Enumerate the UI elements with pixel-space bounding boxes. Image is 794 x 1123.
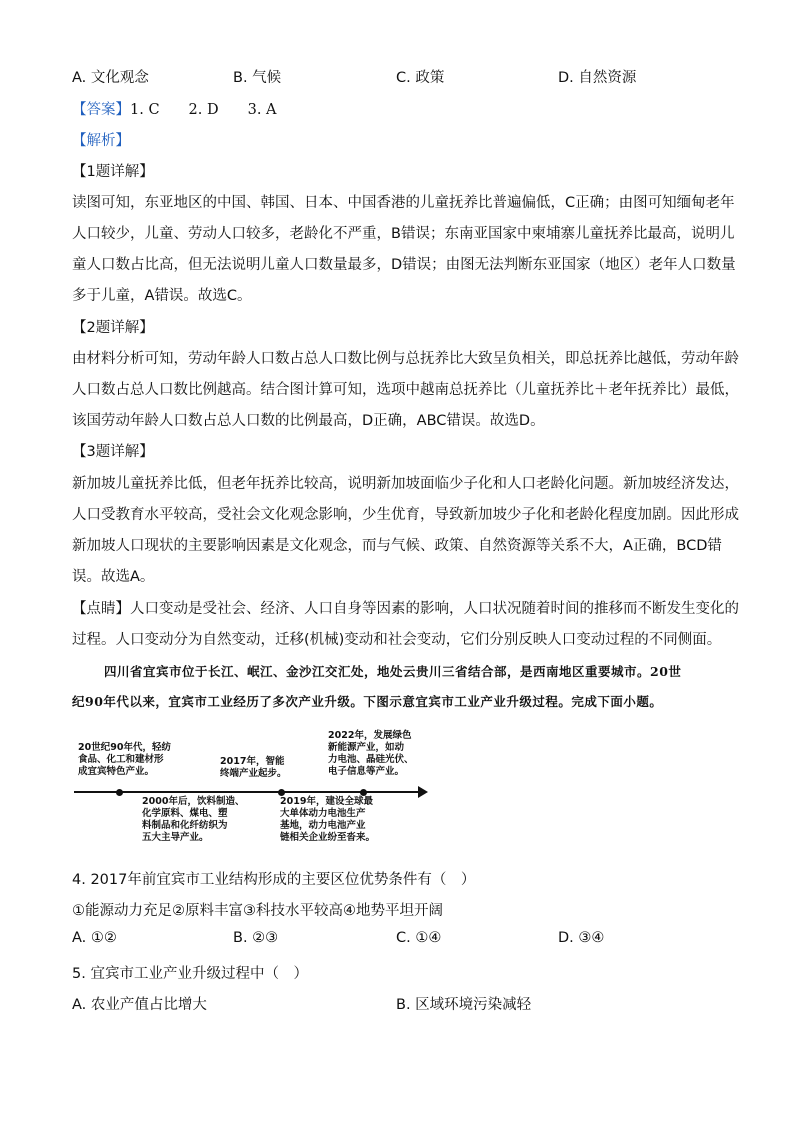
q4-option-d: D. ③④ [558, 930, 605, 946]
timeline-arrow-icon [418, 786, 428, 798]
detail1-tag: 【1题详解】 [72, 164, 154, 180]
detail2-line: 该国劳动年龄人口数占总人口数的比例最高，D正确，ABC错误。故选D。 [72, 413, 545, 429]
q4-items: ①能源动力充足②原料丰富③科技水平较高④地势平坦开阔 [72, 903, 443, 919]
detail1-line: 多于儿童，A错误。故选C。 [72, 288, 252, 304]
label-line: 化学原料、煤电、塑 [142, 808, 228, 819]
label-line: 基地，动力电池产业 [280, 820, 366, 831]
timeline-label-1990s [78, 742, 171, 778]
q4-option-a: A. ①② [72, 930, 117, 946]
timeline-dot [360, 789, 367, 796]
detail2-tag: 【2题详解】 [72, 320, 154, 336]
point-text: 人口变动是受社会、经济、人口自身等因素的影响，人口状况随着时间的推移而不断发生变化的 [130, 601, 739, 617]
detail3-line: 新加坡儿童抚养比低，但老年抚养比较高，说明新加坡面临少子化和人口老龄化问题。新加坡经济发达， [72, 476, 739, 492]
label-line: 2000年后，饮料制造、 [142, 796, 245, 807]
label-line: 五大主导产业。 [142, 832, 209, 843]
label-line: 大单体动力电池生产 [280, 808, 366, 819]
label-line: 2019年，建设全球最 [280, 796, 373, 807]
label-line: 2022年，发展绿色 [328, 730, 412, 741]
detail1-line: 人口较少，儿童、劳动人口较多，老龄化不严重，B错误；东南亚国家中柬埔寨儿童抚养比最高，说明儿 [72, 226, 735, 242]
analysis-tag: 【解析】 [72, 133, 130, 149]
detail3-line: 误。故选A。 [72, 569, 155, 585]
timeline-dot [278, 789, 285, 796]
timeline-label-2017 [220, 756, 287, 780]
detail1-line: 童人口数占比高，但无法说明儿童人口数量最多，D错误；由图无法判断东亚国家（地区）老年人口数量 [72, 257, 736, 273]
timeline-label-2022 [328, 730, 414, 778]
q4-option-c: C. ①④ [396, 930, 442, 946]
q4-option-b: B. ②③ [233, 930, 279, 946]
label-line: 成宜宾特色产业。 [78, 766, 155, 777]
answer-tag: 【答案】 [72, 102, 130, 118]
detail1-line: 读图可知，东亚地区的中国、韩国、日本、中国香港的儿童抚养比普遍偏低，C正确；由图可知缅甸老年 [72, 195, 735, 211]
material-line: 纪90年代以来，宜宾市工业经历了多次产业升级。下图示意宜宾市工业产业升级过程。完成下面小题。 [72, 694, 663, 709]
detail3-tag: 【3题详解】 [72, 444, 154, 460]
detail2-line: 人口数占总人口数比例越高。结合图计算可知，选项中越南总抚养比（儿童抚养比＋老年抚养比）最低， [72, 382, 739, 398]
label-line: 链相关企业纷至沓来。 [280, 832, 376, 843]
label-line: 20世纪90年代，轻纺 [78, 742, 171, 753]
label-line: 食品、化工和建材形 [78, 754, 164, 765]
option-b: B. 气候 [233, 70, 282, 86]
q5-option-b: B. 区域环境污染减轻 [396, 997, 532, 1013]
option-a: A. 文化观念 [72, 70, 149, 86]
answer-text: 1. C 2. D 3. A [130, 102, 277, 118]
timeline-dot [116, 789, 123, 796]
point-line [72, 597, 739, 618]
point-tag: 【点睛】 [72, 601, 130, 617]
timeline-label-2019 [280, 796, 375, 844]
q5-stem: 5. 宜宾市工业产业升级过程中（ ） [72, 966, 308, 982]
label-line: 终端产业起步。 [220, 768, 287, 779]
q4-stem: 4. 2017年前宜宾市工业结构形成的主要区位优势条件有（ ） [72, 872, 476, 888]
detail3-line: 新加坡人口现状的主要影响因素是文化观念，而与气候、政策、自然资源等关系不大，A正确，BCD错 [72, 538, 722, 554]
option-d: D. 自然资源 [558, 70, 637, 86]
label-line: 料制品和化纤纺织为 [142, 820, 228, 831]
detail3-line: 人口受教育水平较高，受社会文化观念影响，少生优育，导致新加坡少子化和老龄化程度加剧。因此形成 [72, 507, 739, 523]
detail2-line: 由材料分析可知，劳动年龄人口数占总人口数比例与总抚养比大致呈负相关，即总抚养比越低，劳动年龄 [72, 351, 739, 367]
material-line: 四川省宜宾市位于长江、岷江、金沙江交汇处，地处云贵川三省结合部，是西南地区重要城市。20世 [104, 664, 682, 679]
q5-option-a: A. 农业产值占比增大 [72, 997, 207, 1013]
industry-timeline-figure [70, 728, 432, 846]
label-line: 新能源产业，如动 [328, 742, 405, 753]
label-line: 2017年，智能 [220, 756, 285, 767]
timeline-label-2000 [142, 796, 244, 844]
option-c: C. 政策 [396, 70, 445, 86]
label-line: 力电池、晶硅光伏、 [328, 754, 414, 765]
label-line: 电子信息等产业。 [328, 766, 405, 777]
answer-line [72, 98, 722, 119]
point-line: 过程。人口变动分为自然变动，迁移(机械)变动和社会变动，它们分别反映人口变动过程的不同侧面。 [72, 632, 722, 648]
timeline-axis [74, 791, 420, 793]
